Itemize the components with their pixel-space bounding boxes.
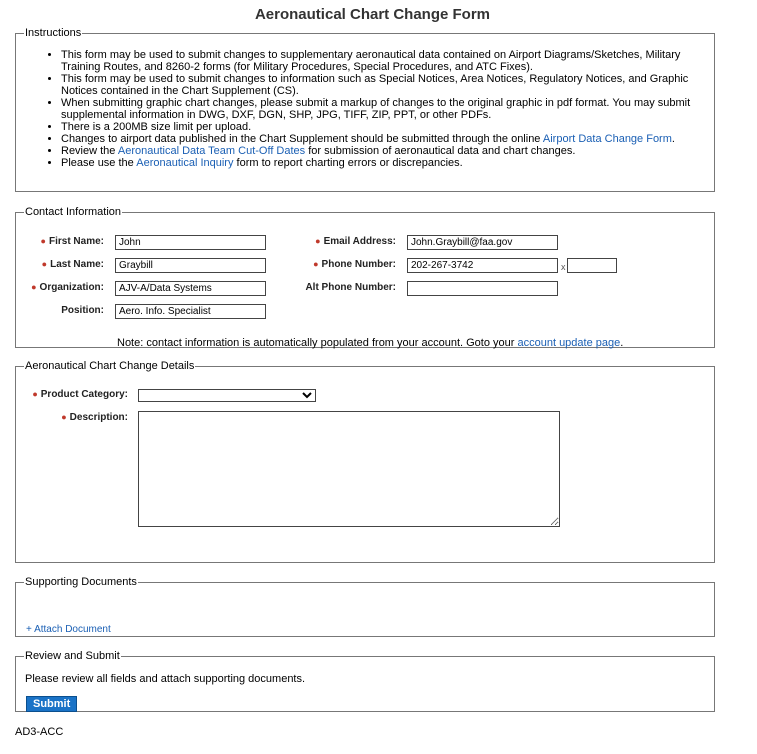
first-name-field[interactable]: John: [115, 235, 266, 250]
instructions-legend: Instructions: [25, 27, 82, 39]
review-text: Please review all fields and attach supporting documents.: [25, 673, 306, 685]
description-label-text: Description:: [69, 412, 128, 423]
description-label: [16, 412, 128, 423]
contact-note: [117, 337, 623, 349]
description-textarea[interactable]: [138, 411, 560, 527]
instruction-item: • This form may be used to submit changes to information such as Special Notices, Area Notices, Regulatory Notices, and Graphic Notices contained in the Chart Supplement (CS).: [61, 73, 708, 97]
account-update-link[interactable]: account update page: [517, 337, 621, 349]
instruction-item: • There is a 200MB size limit per upload.: [61, 121, 708, 133]
aeronautical-inquiry-link[interactable]: Aeronautical Inquiry: [136, 157, 234, 169]
required-marker-icon: ●: [313, 259, 319, 269]
product-category-label: [16, 389, 128, 400]
phone-label: [286, 259, 396, 270]
position-field[interactable]: Aero. Info. Specialist: [115, 304, 266, 319]
instruction-item: • This form may be used to submit changes to supplementary aeronautical data contained on Airport Diagrams/Sketches, Military Training Routes, and 8260-2 forms (for Military Procedures, Special Procedures, and ATC Fixes).: [61, 49, 708, 73]
instruction-text: Please use the: [61, 157, 137, 169]
required-marker-icon: ●: [315, 236, 321, 246]
instruction-item: [61, 157, 708, 169]
airport-data-change-form-link[interactable]: Airport Data Change Form: [542, 133, 672, 145]
documents-legend: Supporting Documents: [25, 576, 137, 588]
last-name-label-text: Last Name:: [50, 259, 104, 270]
instructions-section: [15, 27, 715, 192]
instruction-text: form to report charting errors or discrepancies.: [233, 157, 463, 169]
instruction-item: • When submitting graphic chart changes, please submit a markup of changes to the original graphic in pdf format. You may submit supplemental information in DWG, DXF, DGN, SHP, JPG, TIFF, ZIP, PPT, or other PDFs.: [61, 97, 708, 121]
phone-label-text: Phone Number:: [321, 259, 396, 270]
phone-extension-field[interactable]: [567, 258, 617, 273]
supporting-documents-section: [15, 576, 715, 637]
product-category-select[interactable]: [138, 389, 316, 402]
instruction-text: for submission of aeronautical data and chart changes.: [305, 145, 576, 157]
email-label: [286, 236, 396, 247]
alt-phone-label: Alt Phone Number:: [305, 282, 396, 293]
review-legend: Review and Submit: [25, 650, 120, 662]
page-title: Aeronautical Chart Change Form: [254, 6, 491, 23]
organization-field[interactable]: AJV-A/Data Systems: [115, 281, 266, 296]
position-label: Position:: [61, 305, 104, 316]
first-name-label: [16, 236, 104, 247]
details-legend: Aeronautical Chart Change Details: [25, 360, 195, 372]
required-marker-icon: ●: [31, 282, 37, 292]
cut-off-dates-link[interactable]: Aeronautical Data Team Cut-Off Dates: [117, 145, 306, 157]
instruction-text: Changes to airport data published in the Chart Supplement should be submitted through the online: [61, 133, 543, 145]
review-and-submit-section: [15, 650, 715, 712]
alt-phone-field[interactable]: [407, 281, 558, 296]
instruction-text: .: [671, 133, 675, 145]
instruction-text: Review the: [61, 145, 118, 157]
required-marker-icon: ●: [41, 259, 48, 269]
submit-button[interactable]: Submit: [26, 696, 77, 712]
attach-document-link[interactable]: + Attach Document: [26, 624, 111, 635]
organization-label-text: Organization:: [39, 282, 104, 293]
email-label-text: Email Address:: [323, 236, 396, 247]
phone-field[interactable]: 202-267-3742: [407, 258, 558, 273]
extension-separator: x: [561, 262, 566, 272]
contact-note-text: Note: contact information is automatically populated from your account. Goto your: [117, 337, 518, 349]
required-marker-icon: ●: [32, 389, 38, 399]
last-name-label: [16, 259, 104, 270]
instructions-list: [24, 49, 708, 169]
contact-legend: Contact Information: [25, 206, 121, 218]
footer-code: AD3-ACC: [15, 726, 64, 738]
organization-label: [16, 282, 104, 293]
required-marker-icon: ●: [61, 412, 67, 422]
product-category-label-text: Product Category:: [40, 389, 128, 400]
first-name-label-text: First Name:: [48, 236, 104, 247]
instruction-item: [61, 145, 708, 157]
required-marker-icon: ●: [40, 236, 46, 246]
contact-note-end: .: [620, 337, 624, 349]
email-field[interactable]: John.Graybill@faa.gov: [407, 235, 558, 250]
chart-change-details-section: [15, 360, 715, 563]
last-name-field[interactable]: Graybill: [115, 258, 266, 273]
contact-information-section: [15, 206, 715, 348]
instruction-item: [61, 133, 708, 145]
